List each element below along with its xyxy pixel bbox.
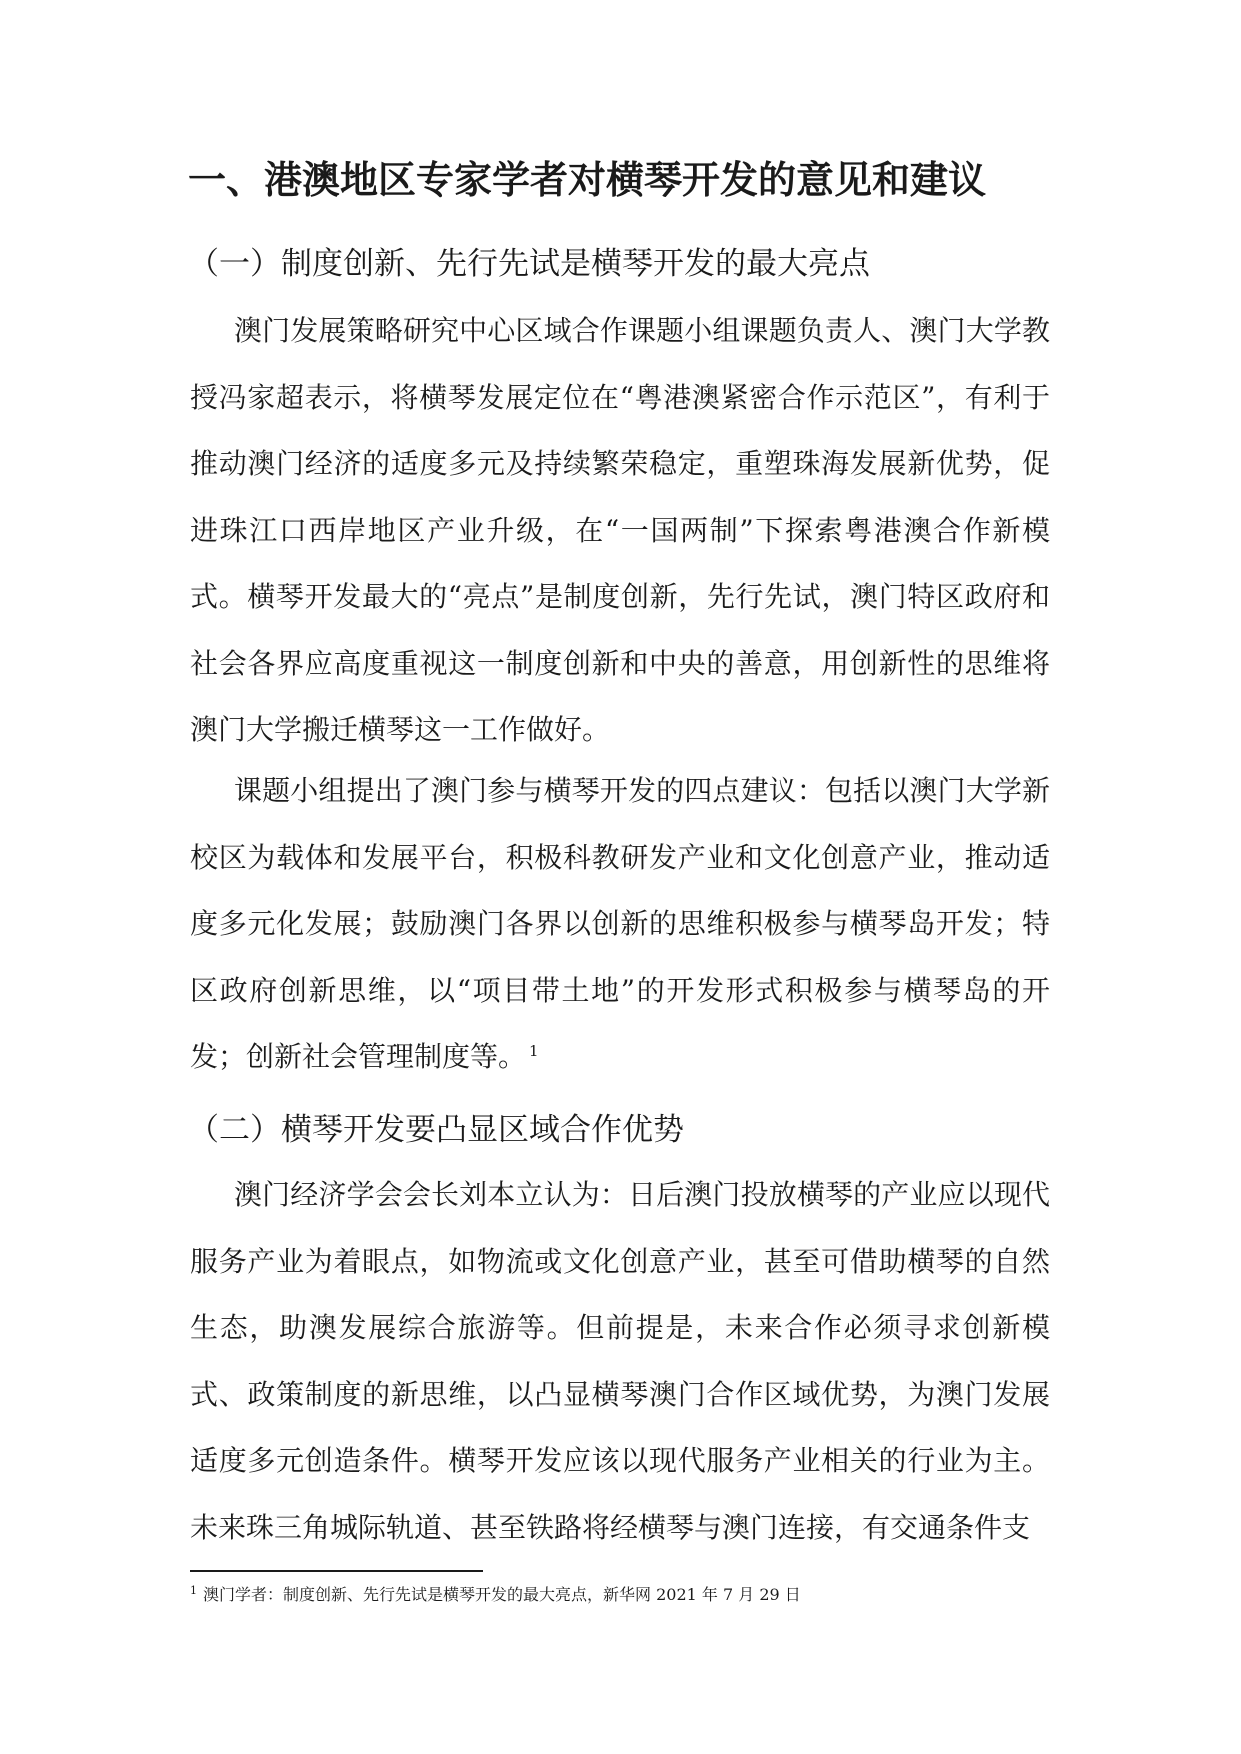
section-1-paragraph-2-text: 课题小组提出了澳门参与横琴开发的四点建议：包括以澳门大学新校区为载体和发展平台，积极科教研发产业和文化创意产业，推动适度多元化发展；鼓励澳门各界以创新的思维积极参与横琴岛开发；特区政府创新思维，以“项目带土地”的开发形式积极参与横琴岛的开发；创新社会管理制度等。	[190, 774, 1050, 1073]
footnote-reference[interactable]: 1	[529, 1041, 539, 1060]
footnote	[190, 1582, 1050, 1608]
footnote-text: 澳门学者：制度创新、先行先试是横琴开发的最大亮点，新华网 2021 年 7 月 29 日	[203, 1585, 801, 1604]
footnote-divider	[190, 1570, 483, 1572]
section-2-paragraph-1: 澳门经济学会会长刘本立认为：日后澳门投放横琴的产业应以现代服务产业为着眼点，如物流或文化创意产业，甚至可借助横琴的自然生态，助澳发展综合旅游等。但前提是，未来合作必须寻求创新模式、政策制度的新思维，以凸显横琴澳门合作区域优势，为澳门发展适度多元创造条件。横琴开发应该以现代服务产业相关的行业为主。未来珠三角城际轨道、甚至铁路将经横琴与澳门连接，有交通条件支	[190, 1178, 1050, 1544]
section-1-title: （一）制度创新、先行先试是横琴开发的最大亮点	[188, 246, 870, 282]
section-1-paragraph-1: 澳门发展策略研究中心区域合作课题小组课题负责人、澳门大学教授冯家超表示，将横琴发展定位在“粤港澳紧密合作示范区”，有利于推动澳门经济的适度多元及持续繁荣稳定，重塑珠海发展新优势，促进珠江口西岸地区产业升级，在“一国两制”下探索粤港澳合作新模式。横琴开发最大的“亮点”是制度创新，先行先试，澳门特区政府和社会各界应高度重视这一制度创新和中央的善意，用创新性的思维将澳门大学搬迁横琴这一工作做好。	[190, 314, 1050, 746]
main-heading: 一、港澳地区专家学者对横琴开发的意见和建议	[188, 157, 987, 202]
section-2-title: （二）横琴开发要凸显区域合作优势	[188, 1112, 684, 1148]
section-1-paragraph-2	[190, 758, 1050, 1091]
footnote-mark: 1	[190, 1583, 197, 1597]
